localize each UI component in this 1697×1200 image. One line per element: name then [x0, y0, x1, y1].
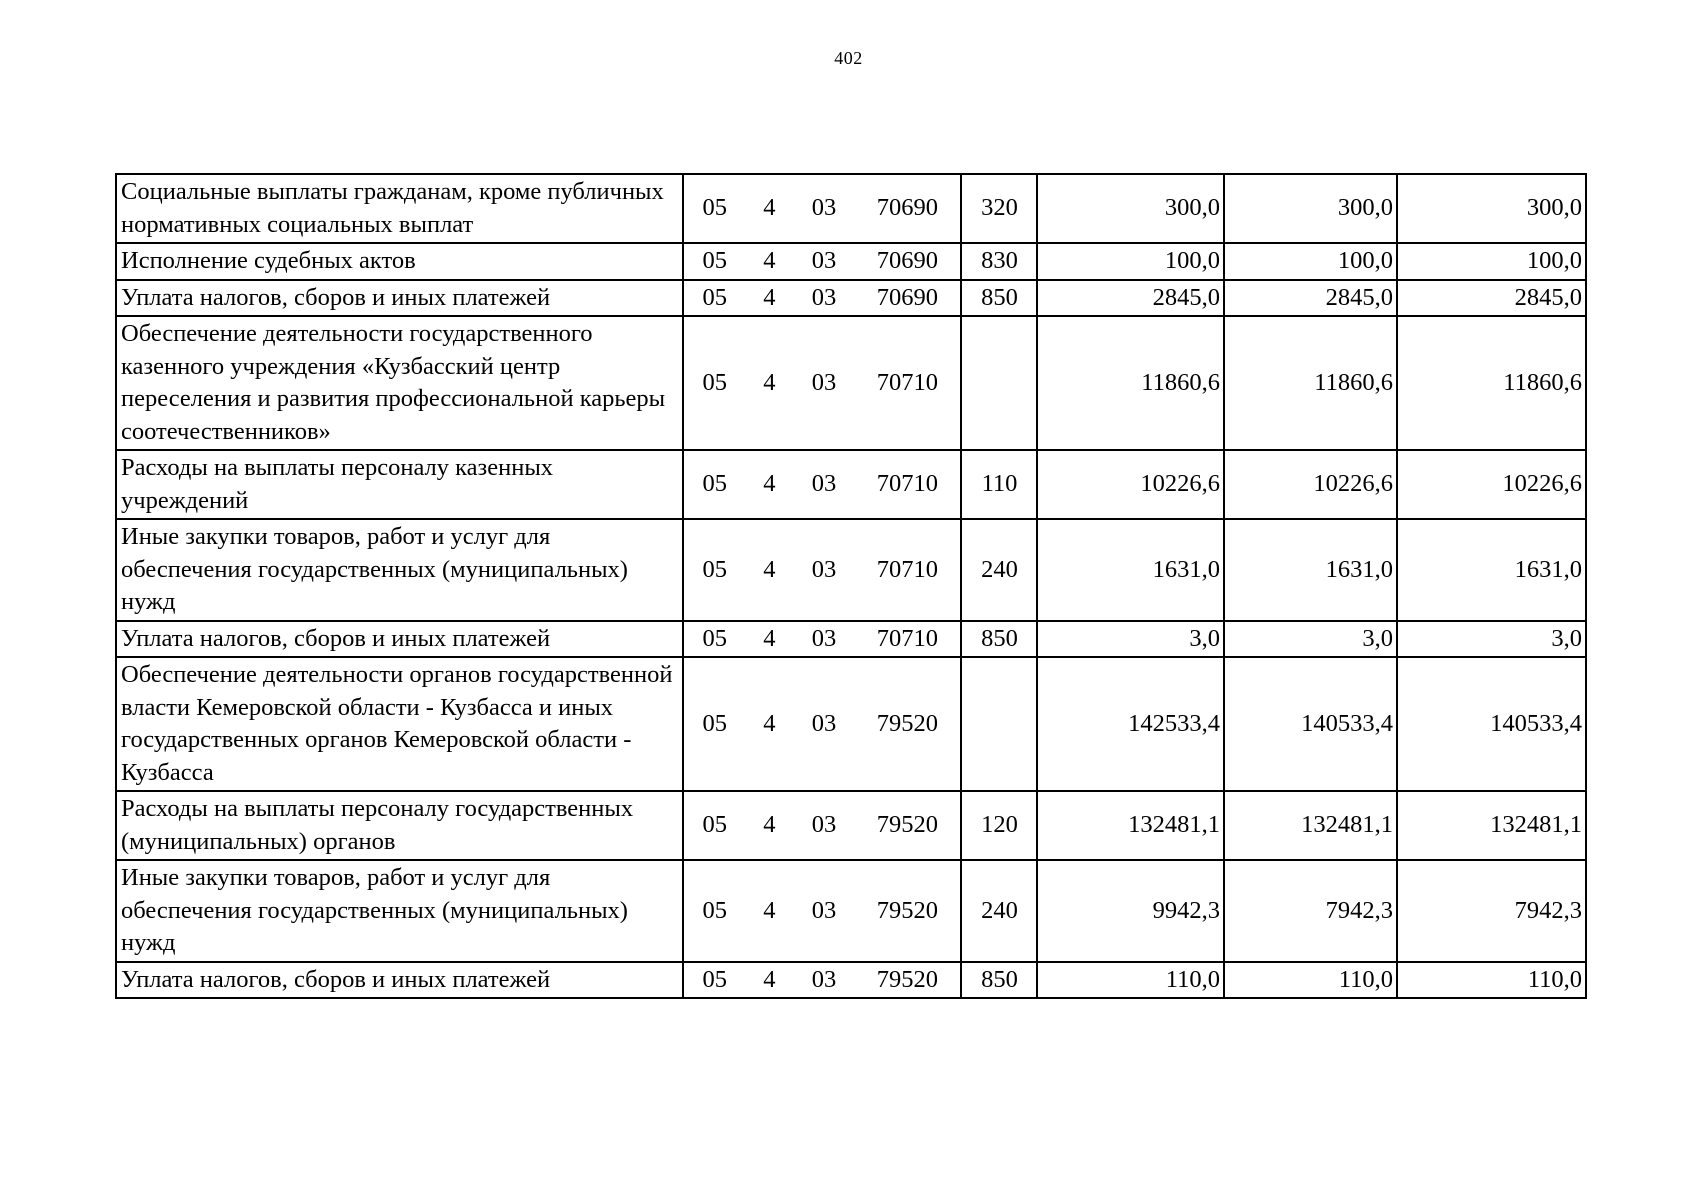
table-row [116, 280, 1586, 317]
subprogram-code: 03 [811, 194, 837, 222]
amount-year-2: 1631,0 [1224, 519, 1397, 621]
section-code: 05 [702, 283, 728, 311]
section-code: 05 [702, 965, 728, 993]
expense-type-code: 850 [961, 621, 1037, 658]
direction-code: 79520 [876, 965, 938, 993]
section-code: 05 [702, 709, 728, 737]
section-code: 05 [702, 896, 728, 924]
classification-code-cell [683, 450, 961, 519]
amount-year-2: 11860,6 [1224, 316, 1397, 450]
direction-code: 70710 [876, 470, 938, 498]
direction-code: 70690 [876, 247, 938, 274]
page-number: 402 [834, 48, 863, 68]
amount-year-3: 1631,0 [1397, 519, 1586, 621]
amount-year-3: 100,0 [1397, 243, 1586, 280]
direction-code: 70690 [876, 283, 938, 311]
table-row [116, 450, 1586, 519]
expense-type-code [961, 657, 1037, 791]
amount-year-3: 2845,0 [1397, 280, 1586, 317]
expense-name: Обеспечение деятельности органов государственной власти Кемеровской области - Кузбасса и иных государственных органов Кемеровской области - Кузбасса [116, 657, 683, 791]
amount-year-3: 10226,6 [1397, 450, 1586, 519]
table-row [116, 316, 1586, 450]
program-code: 4 [763, 470, 776, 498]
direction-code: 70710 [876, 368, 938, 396]
program-code: 4 [763, 283, 776, 311]
amount-year-2: 140533,4 [1224, 657, 1397, 791]
table-row [116, 657, 1586, 791]
expense-name: Социальные выплаты гражданам, кроме публичных нормативных социальных выплат [116, 174, 683, 243]
expense-type-code: 120 [961, 791, 1037, 860]
amount-year-1: 142533,4 [1037, 657, 1224, 791]
program-code: 4 [763, 368, 776, 396]
table-row [116, 860, 1586, 962]
direction-code: 70710 [876, 555, 938, 583]
subprogram-code: 03 [811, 283, 837, 311]
classification-code-cell [683, 860, 961, 962]
section-code: 05 [702, 368, 728, 396]
amount-year-2: 300,0 [1224, 174, 1397, 243]
expense-type-code: 850 [961, 962, 1037, 999]
program-code: 4 [763, 555, 776, 583]
program-code: 4 [763, 247, 776, 274]
direction-code: 70710 [876, 624, 938, 652]
expense-type-code: 830 [961, 243, 1037, 280]
section-code: 05 [702, 555, 728, 583]
program-code: 4 [763, 194, 776, 222]
program-code: 4 [763, 965, 776, 993]
classification-code-cell [683, 962, 961, 999]
expense-type-code [961, 316, 1037, 450]
table-row [116, 519, 1586, 621]
section-code: 05 [702, 247, 728, 274]
budget-table-body [116, 174, 1586, 998]
amount-year-2: 2845,0 [1224, 280, 1397, 317]
subprogram-code: 03 [811, 709, 837, 737]
program-code: 4 [763, 896, 776, 924]
expense-name: Расходы на выплаты персоналу казенных учреждений [116, 450, 683, 519]
classification-code-cell [683, 280, 961, 317]
subprogram-code: 03 [811, 624, 837, 652]
subprogram-code: 03 [811, 965, 837, 993]
classification-code-cell [683, 791, 961, 860]
table-row [116, 621, 1586, 658]
expense-name: Иные закупки товаров, работ и услуг для обеспечения государственных (муниципальных) нужд [116, 860, 683, 962]
expense-name: Обеспечение деятельности государственного казенного учреждения «Кузбасский центр переселения и развития профессиональной карьеры соотечественников» [116, 316, 683, 450]
expense-name: Иные закупки товаров, работ и услуг для обеспечения государственных (муниципальных) нужд [116, 519, 683, 621]
amount-year-1: 132481,1 [1037, 791, 1224, 860]
direction-code: 79520 [876, 896, 938, 924]
expense-name: Уплата налогов, сборов и иных платежей [116, 962, 683, 999]
amount-year-2: 7942,3 [1224, 860, 1397, 962]
amount-year-1: 100,0 [1037, 243, 1224, 280]
amount-year-1: 9942,3 [1037, 860, 1224, 962]
amount-year-2: 100,0 [1224, 243, 1397, 280]
amount-year-2: 110,0 [1224, 962, 1397, 999]
amount-year-2: 3,0 [1224, 621, 1397, 658]
amount-year-1: 300,0 [1037, 174, 1224, 243]
amount-year-3: 7942,3 [1397, 860, 1586, 962]
amount-year-2: 132481,1 [1224, 791, 1397, 860]
amount-year-2: 10226,6 [1224, 450, 1397, 519]
amount-year-1: 2845,0 [1037, 280, 1224, 317]
direction-code: 70690 [876, 194, 938, 222]
subprogram-code: 03 [811, 247, 837, 274]
section-code: 05 [702, 194, 728, 222]
classification-code-cell [683, 243, 961, 280]
section-code: 05 [702, 811, 728, 839]
amount-year-3: 110,0 [1397, 962, 1586, 999]
amount-year-3: 140533,4 [1397, 657, 1586, 791]
subprogram-code: 03 [811, 896, 837, 924]
expense-name: Расходы на выплаты персоналу государственных (муниципальных) органов [116, 791, 683, 860]
table-row [116, 174, 1586, 243]
classification-code-cell [683, 316, 961, 450]
expense-type-code: 110 [961, 450, 1037, 519]
subprogram-code: 03 [811, 368, 837, 396]
expense-type-code: 320 [961, 174, 1037, 243]
expense-name: Уплата налогов, сборов и иных платежей [116, 280, 683, 317]
program-code: 4 [763, 709, 776, 737]
amount-year-1: 3,0 [1037, 621, 1224, 658]
expense-type-code: 240 [961, 519, 1037, 621]
section-code: 05 [702, 470, 728, 498]
expense-type-code: 240 [961, 860, 1037, 962]
amount-year-3: 11860,6 [1397, 316, 1586, 450]
budget-table [115, 173, 1587, 999]
section-code: 05 [702, 624, 728, 652]
classification-code-cell [683, 519, 961, 621]
table-row [116, 243, 1586, 280]
subprogram-code: 03 [811, 811, 837, 839]
classification-code-cell [683, 657, 961, 791]
expense-name: Исполнение судебных актов [116, 243, 683, 280]
subprogram-code: 03 [811, 470, 837, 498]
direction-code: 79520 [876, 709, 938, 737]
classification-code-cell [683, 174, 961, 243]
subprogram-code: 03 [811, 555, 837, 583]
amount-year-1: 1631,0 [1037, 519, 1224, 621]
expense-type-code: 850 [961, 280, 1037, 317]
amount-year-1: 110,0 [1037, 962, 1224, 999]
classification-code-cell [683, 621, 961, 658]
direction-code: 79520 [876, 811, 938, 839]
amount-year-3: 132481,1 [1397, 791, 1586, 860]
amount-year-3: 3,0 [1397, 621, 1586, 658]
program-code: 4 [763, 624, 776, 652]
program-code: 4 [763, 811, 776, 839]
amount-year-3: 300,0 [1397, 174, 1586, 243]
table-row [116, 791, 1586, 860]
amount-year-1: 10226,6 [1037, 450, 1224, 519]
table-row [116, 962, 1586, 999]
amount-year-1: 11860,6 [1037, 316, 1224, 450]
expense-name: Уплата налогов, сборов и иных платежей [116, 621, 683, 658]
